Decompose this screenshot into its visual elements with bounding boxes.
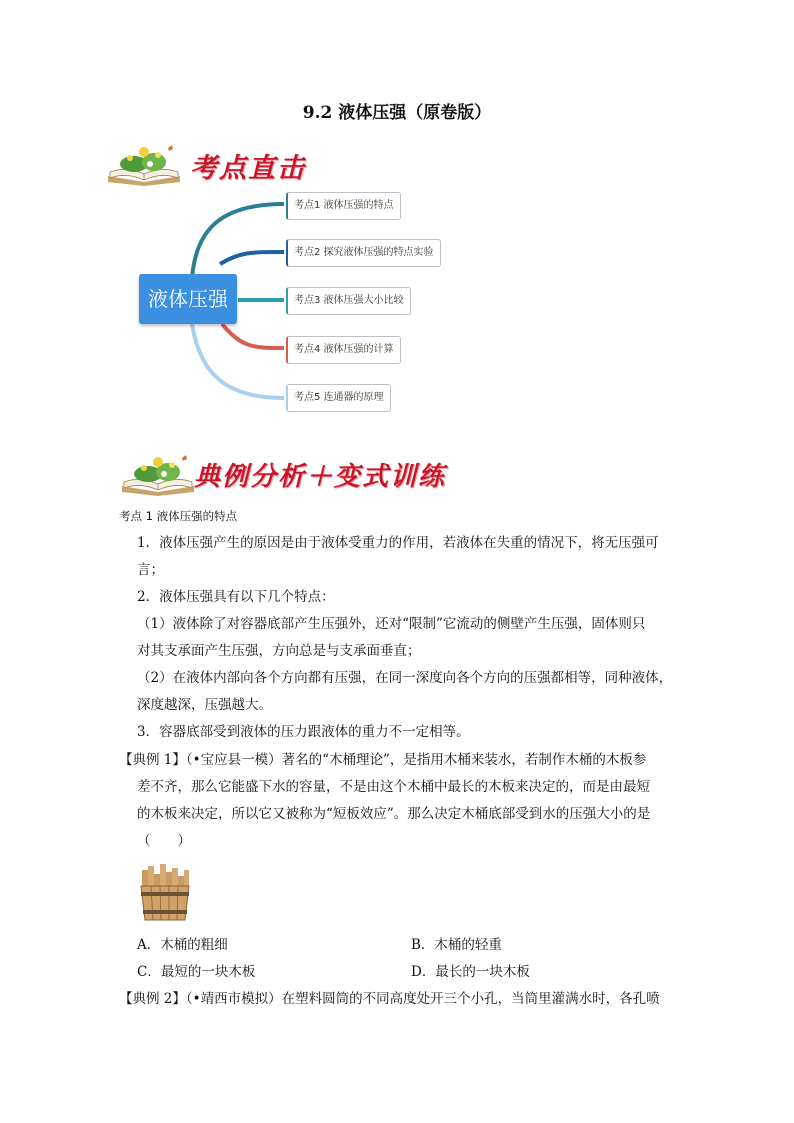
mindmap-root: 液体压强 — [139, 274, 237, 324]
book-flower-icon-2 — [118, 452, 198, 496]
example1-line1: 【典例 1】（•宝应县一模）著名的“木桶理论”，是指用木桶来装水，若制作木桶的木板参 — [119, 752, 647, 768]
mindmap-node-4: 考点4 液体压强的计算 — [286, 336, 401, 364]
option-b: B．木桶的轻重 — [411, 937, 502, 953]
book-flower-icon — [104, 142, 184, 186]
point-2-1a: （1）液体除了对容器底部产生压强外，还对“限制”它流动的侧壁产生压强，固体则只 — [137, 616, 646, 632]
example1-blank: （ ） — [137, 833, 191, 849]
page-title: 9.2 液体压强（原卷版） — [302, 103, 492, 123]
banner-dianli: 典例分析＋变式训练 — [194, 462, 447, 492]
point-2-1b: 对其支承面产生压强，方向总是与支承面垂直； — [137, 643, 421, 659]
point-1b: 言； — [137, 562, 164, 578]
point-2-2b: 深度越深，压强越大。 — [137, 697, 272, 713]
point-3: 3．容器底部受到液体的压力跟液体的重力不一定相等。 — [137, 724, 470, 740]
example1-line2: 差不齐，那么它能盛下水的容量，不是由这个木桶中最长的木板来决定的，而是由最短 — [137, 779, 650, 795]
point-2: 2．液体压强具有以下几个特点： — [137, 589, 335, 605]
example2-line1: 【典例 2】（•靖西市模拟）在塑料圆筒的不同高度处开三个小孔，当筒里灌满水时，各孔喷 — [119, 991, 660, 1007]
mindmap-node-2: 考点2 探究液体压强的特点实验 — [286, 239, 441, 267]
point-2-2a: （2）在液体内部向各个方向都有压强，在同一深度向各个方向的压强都相等，同种液体， — [137, 670, 673, 686]
mindmap-node-5: 考点5 连通器的原理 — [286, 384, 391, 412]
section-heading: 考点 1 液体压强的特点 — [119, 509, 238, 523]
mindmap-node-3: 考点3 液体压强大小比较 — [286, 287, 411, 315]
banner-kaodian: 考点直击 — [190, 153, 306, 184]
wooden-bucket-image — [138, 864, 192, 922]
option-d: D．最长的一块木板 — [411, 964, 530, 980]
option-c: C．最短的一块木板 — [137, 964, 256, 980]
mindmap-node-1: 考点1 液体压强的特点 — [286, 192, 401, 220]
example1-line3: 的木板来决定，所以它又被称为“短板效应”。那么决定木桶底部受到水的压强大小的是 — [137, 806, 651, 822]
point-1a: 1．液体压强产生的原因是由于液体受重力的作用，若液体在失重的情况下，将无压强可 — [137, 535, 659, 551]
option-a: A．木桶的粗细 — [137, 937, 228, 953]
